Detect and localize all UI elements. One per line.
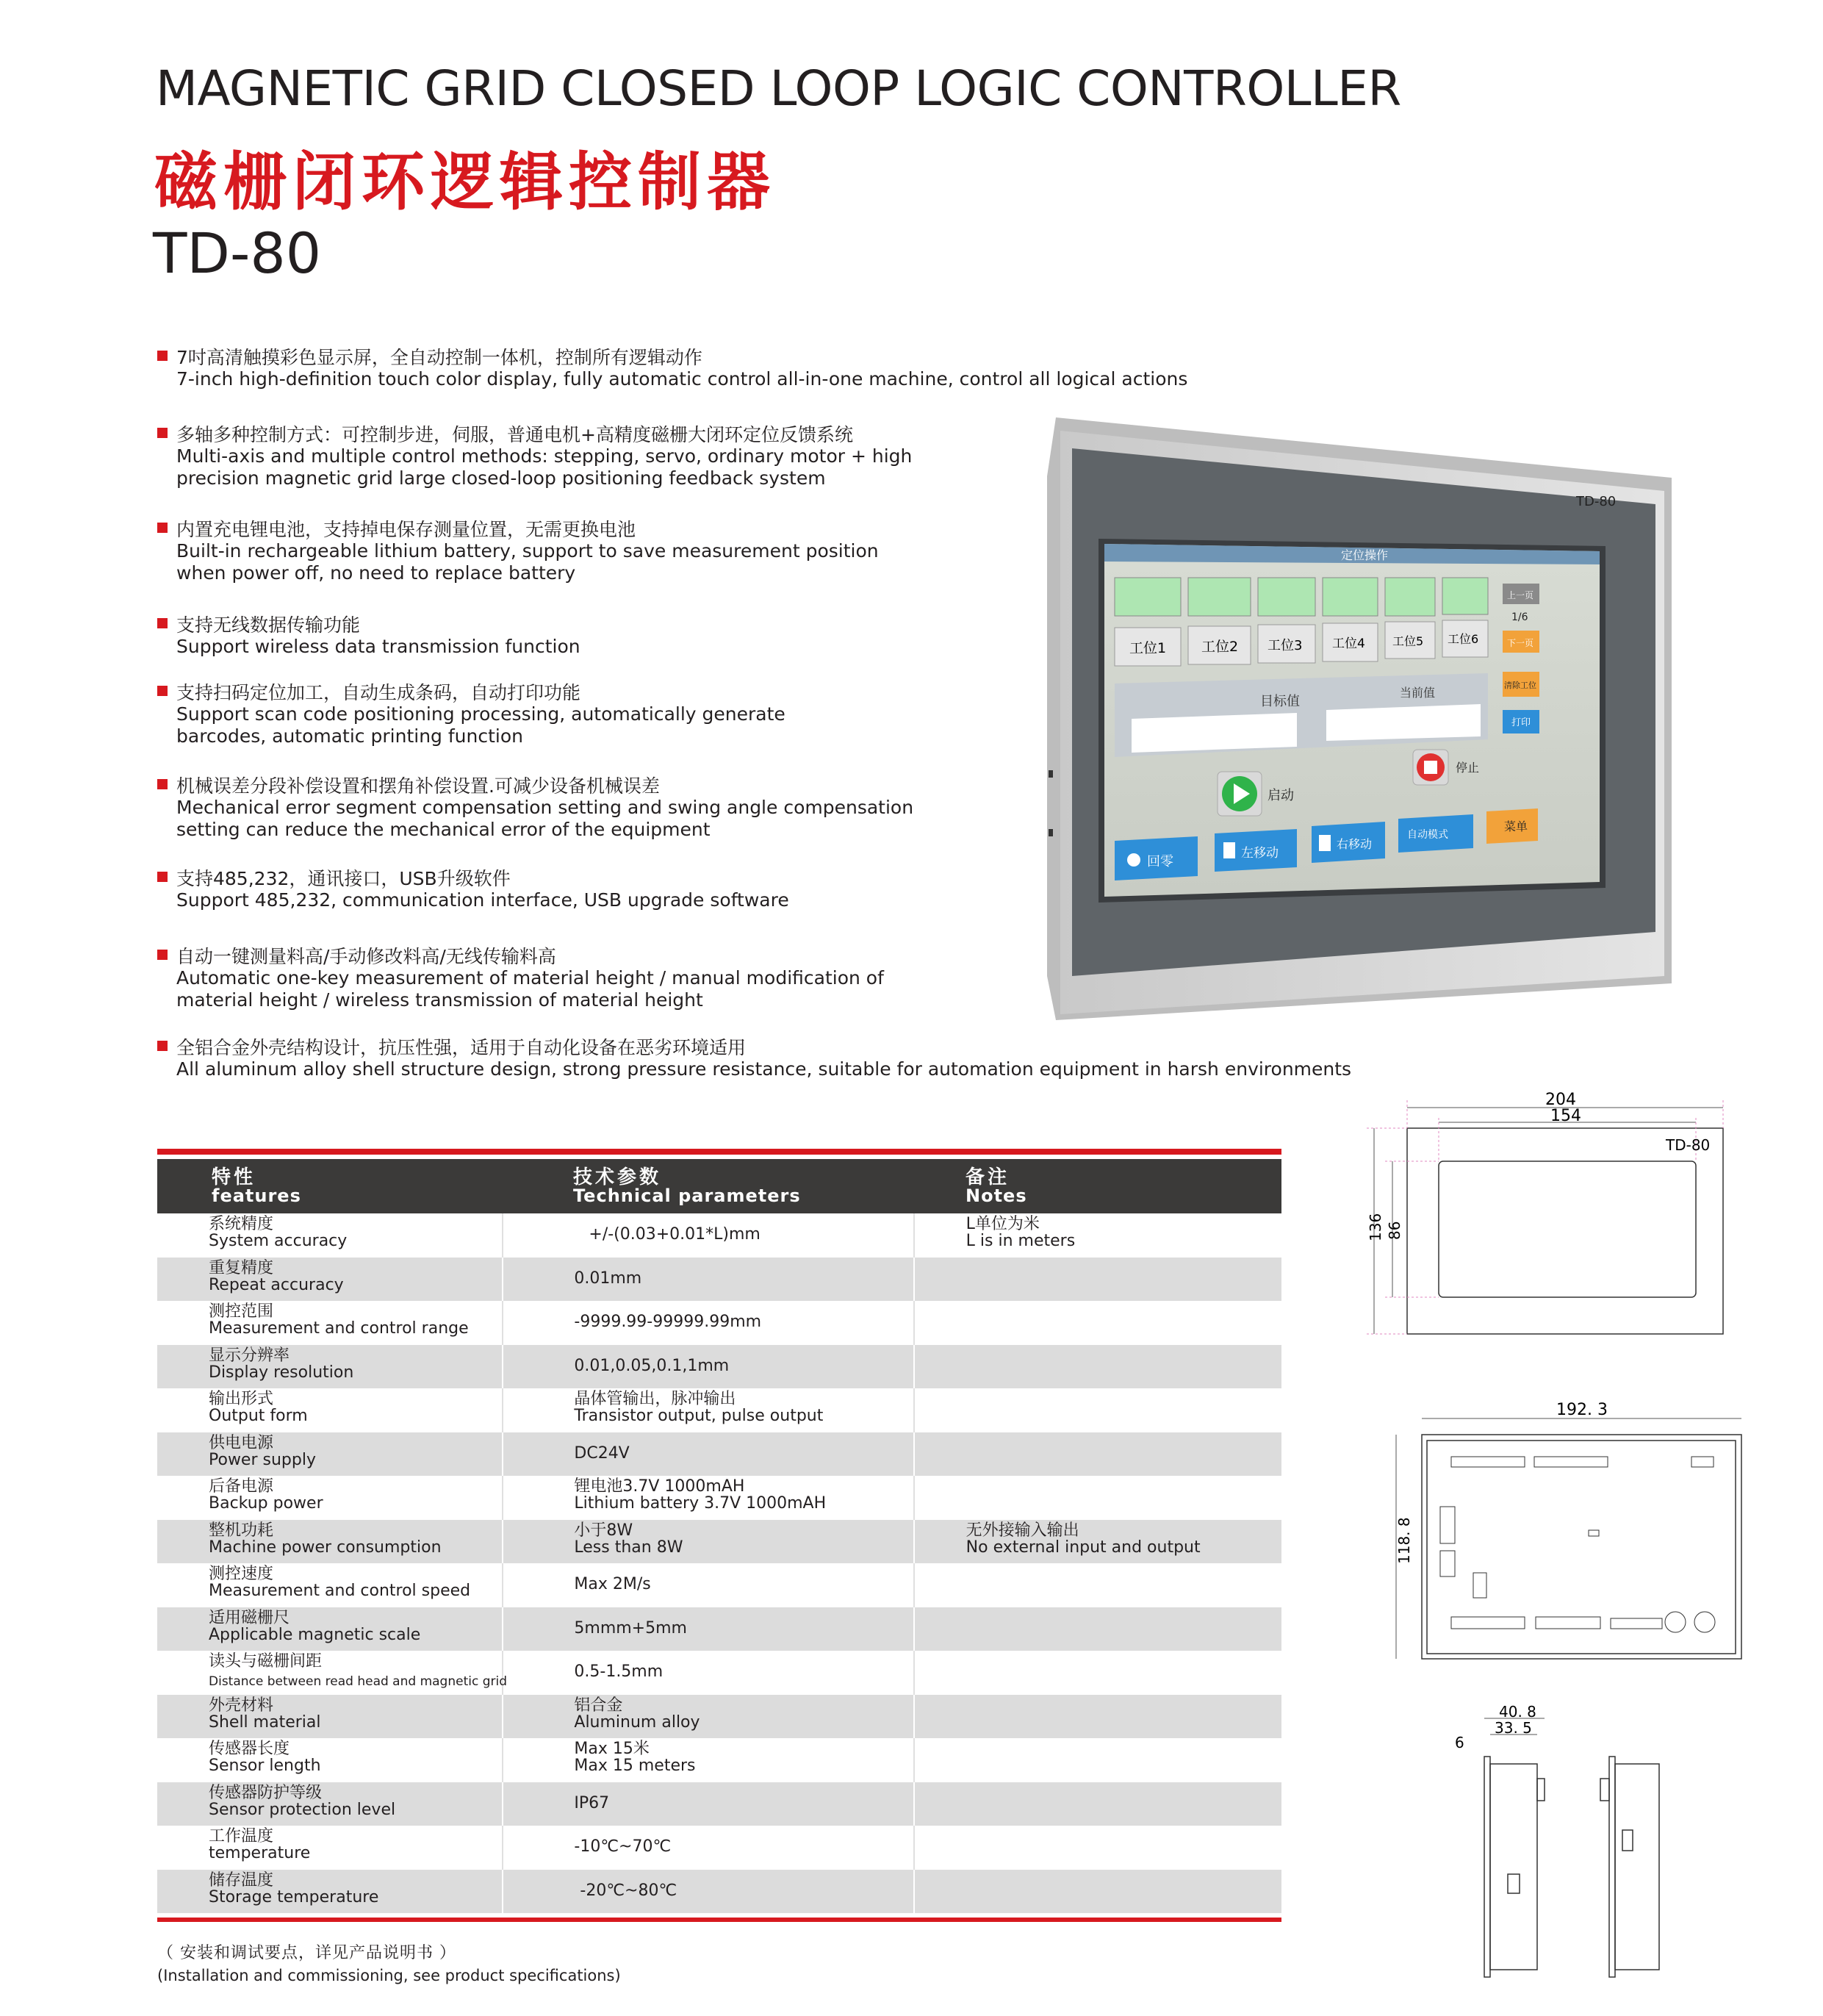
feature-cn: 支持无线数据传输功能 [176,614,361,636]
latch [1049,829,1053,836]
table-row [157,1738,1281,1782]
table-row [157,1782,1281,1826]
note-en: L is in meters [966,1232,1076,1250]
param-cn: 铝合金 [574,1696,623,1715]
header-features-cn: 特性 [212,1166,256,1188]
param-value: Max 2M/s [574,1575,651,1593]
feature-en: Support 485,232, communication interface, USB upgrade software [176,889,789,911]
front-screen-outline [1439,1161,1696,1297]
feature-en: Sensor length [209,1757,321,1775]
station-indicator [1188,578,1251,616]
feature-en: Display resolution [209,1363,354,1382]
dim-front-height-inner: 86 [1386,1221,1403,1240]
side-body-right [1615,1764,1659,1970]
feature-en: Repeat accuracy [209,1275,344,1294]
param-en: Lithium battery 3.7V 1000mAH [574,1494,827,1513]
table-row [157,1870,1281,1914]
feature-cn: 供电电源 [209,1433,274,1452]
feature-cn: 全铝合金外壳结构设计，抗压性强，适用于自动化设备在恶劣环境适用 [176,1037,747,1058]
feature-en: Distance between read head and magnetic grid [209,1674,508,1689]
feature-en: Measurement and control speed [209,1582,471,1600]
table-top-rule [157,1149,1281,1155]
home-icon [1127,853,1140,867]
header-notes [914,1159,1281,1213]
back-dimension-drawing [1381,1396,1749,1668]
skip-forward-icon [1319,835,1331,851]
feature-en: Measurement and control range [209,1319,469,1338]
table-row [157,1651,1281,1695]
feature-cn: 支持485,232，通讯接口，USB升级软件 [176,868,511,889]
auto-mode-button[interactable]: 自动模式 [1407,829,1448,841]
feature-en: System accuracy [209,1232,348,1250]
param-cn: 锂电池3.7V 1000mAH [574,1477,745,1496]
header-notes-cn: 备注 [966,1166,1010,1188]
station-button-5[interactable]: 工位5 [1392,634,1424,648]
feature-cn: 传感器防护等级 [209,1783,323,1802]
side-dimension-drawing [1455,1705,1675,1984]
param-value: 5mmm+5mm [574,1618,687,1637]
next-page-button[interactable]: 下一页 [1507,638,1534,648]
install-note-en: (Installation and commissioning, see product specifications) [157,1967,621,1984]
table-row [157,1258,1281,1302]
feature-cn: 工作温度 [209,1827,274,1845]
param-value: 0.01mm [574,1269,642,1288]
header-parameters-cn: 技术参数 [573,1166,662,1188]
station-button-1[interactable]: 工位1 [1129,640,1167,656]
spec-table [157,1149,1281,1922]
side-front-plate [1484,1757,1490,1977]
front-outline [1407,1128,1723,1334]
table-row [157,1476,1281,1520]
back-outline [1422,1435,1741,1659]
station-button-2[interactable]: 工位2 [1201,639,1239,655]
home-button[interactable]: 回零 [1147,854,1173,869]
header-features [157,1159,503,1213]
feature-en: Machine power consumption [209,1538,442,1557]
screen-title: 定位操作 [1341,548,1389,562]
feature-en: Power supply [209,1450,316,1469]
param-cn: 晶体管输出，脉冲输出 [574,1390,736,1408]
feature-cn: 输出形式 [209,1390,274,1408]
station-indicator [1442,578,1488,614]
param-en: Less than 8W [574,1538,683,1557]
target-value-label: 目标值 [1260,694,1300,709]
target-value-field[interactable] [1132,713,1297,753]
front-dimension-drawing [1363,1091,1738,1341]
header-parameters-en: Technical parameters [573,1185,801,1206]
bullet-square-icon [157,950,168,960]
page-indicator: 1/6 [1511,611,1528,623]
install-note-cn: （ 安装和调试要点，详见产品说明书 ） [157,1944,456,1962]
param-value: -10℃~70℃ [574,1837,672,1856]
front-label: TD-80 [1666,1136,1711,1154]
dim-side-depth-body: 33. 5 [1495,1719,1532,1737]
feature-en: Output form [209,1407,308,1425]
feature-en: Automatic one-key measurement of material height / manual modification of material height / wireless transmission of material height [176,967,884,1011]
feature-en: temperature [209,1844,311,1862]
move-right-button[interactable]: 右移动 [1337,837,1373,851]
param-cn: 小于8W [574,1521,633,1540]
feature-cn: 外壳材料 [209,1696,274,1715]
feature-cn: 系统精度 [209,1215,274,1233]
controller-device-image [1047,417,1672,1020]
dim-side-front: 6 [1455,1734,1464,1751]
table-row [157,1607,1281,1651]
station-button-6[interactable]: 工位6 [1448,632,1479,646]
dim-back-width: 192. 3 [1556,1401,1608,1419]
back-inner-outline [1427,1441,1736,1654]
station-indicators [1115,578,1488,616]
feature-cn: 7吋高清触摸彩色显示屏，全自动控制一体机，控制所有逻辑动作 [176,347,702,368]
feature-cn: 自动一键测量料高/手动修改料高/无线传输料高 [176,946,556,967]
skip-back-icon [1223,842,1235,858]
feature-en: Support wireless data transmission function [176,636,580,657]
station-indicator [1323,578,1378,616]
station-indicator [1115,578,1181,616]
table-bottom-rule [157,1918,1281,1922]
feature-cn: 机械误差分段补偿设置和摆角补偿设置.可减少设备机械误差 [176,775,660,797]
bullet-square-icon [157,523,168,533]
param-value: +/-(0.03+0.01*L)mm [589,1225,761,1244]
table-row [157,1345,1281,1389]
feature-cn: 内置充电锂电池，支持掉电保存测量位置，无需更换电池 [176,519,636,540]
feature-cn: 多轴多种控制方式：可控制步进，伺服，普通电机+高精度磁栅大闭环定位反馈系统 [176,424,853,445]
stop-button[interactable]: 停止 [1456,761,1480,775]
table-row [157,1388,1281,1432]
station-button-3[interactable]: 工位3 [1268,638,1303,653]
table-row [157,1563,1281,1607]
bullet-square-icon [157,779,168,789]
feature-cn: 读头与磁栅间距 [209,1652,323,1671]
table-row [157,1301,1281,1345]
feature-en: Multi-axis and multiple control methods: stepping, servo, ordinary motor + high precision magnetic grid large closed-loop positioning feedback system [176,445,913,489]
param-cn: Max 15米 [574,1740,650,1758]
note-cn: 无外接输入输出 [966,1521,1079,1540]
feature-cn: 显示分辨率 [209,1346,290,1365]
param-value: 0.01,0.05,0.1,1mm [574,1356,730,1375]
bullet-square-icon [157,351,168,361]
menu-button[interactable]: 菜单 [1504,819,1528,833]
feature-cn: 适用磁栅尺 [209,1608,290,1627]
feature-cn: 整机功耗 [209,1521,274,1540]
connectors [1440,1457,1715,1632]
title-chinese: 磁栅闭环逻辑控制器 [154,146,776,219]
table-row [157,1213,1281,1258]
param-en: Max 15 meters [574,1757,696,1775]
header-features-en: features [212,1185,301,1206]
header-notes-en: Notes [966,1185,1027,1206]
feature-cn: 支持扫码定位加工，自动生成条码，自动打印功能 [176,682,581,703]
dim-front-height-outer: 136 [1367,1213,1384,1241]
title-english: MAGNETIC GRID CLOSED LOOP LOGIC CONTROLLER [156,60,1401,117]
param-en: Aluminum alloy [574,1712,700,1732]
side-front-plate-right [1609,1757,1615,1977]
bullet-square-icon [157,618,168,628]
param-value: DC24V [574,1443,630,1463]
station-indicator [1385,578,1435,616]
feature-cn: 测控速度 [209,1565,274,1583]
table-row [157,1432,1281,1477]
feature-en: Shell material [209,1712,321,1732]
table-row [157,1520,1281,1564]
feature-en: Storage temperature [209,1887,379,1906]
device-label: TD-80 [1576,494,1617,509]
param-value: -20℃~80℃ [580,1881,677,1900]
feature-en: Support scan code positioning processing, automatically generate barcodes, automatic printing function [176,703,785,747]
bullet-square-icon [157,872,168,882]
bullet-square-icon [157,1041,168,1051]
latch [1049,770,1053,778]
feature-cn: 测控范围 [209,1302,274,1321]
feature-cn: 储存温度 [209,1870,274,1890]
table-row [157,1826,1281,1870]
feature-en: Sensor protection level [209,1800,396,1819]
feature-en: Applicable magnetic scale [209,1625,421,1644]
current-value-label: 当前值 [1400,686,1436,700]
header-parameters [503,1159,914,1213]
feature-en: Built-in rechargeable lithium battery, support to save measurement position when power off, no need to replace battery [176,540,879,584]
dim-front-width-inner: 154 [1550,1107,1581,1125]
param-value: -9999.99-99999.99mm [574,1313,762,1331]
print-button[interactable]: 打印 [1511,717,1531,728]
param-value: 0.5-1.5mm [574,1662,664,1681]
feature-en: All aluminum alloy shell structure design, strong pressure resistance, suitable for automation equipment in harsh environments [176,1058,1352,1080]
model-number: TD-80 [153,220,322,286]
note-cn: L单位为米 [966,1215,1040,1233]
bullet-square-icon [157,686,168,696]
side-body-left [1490,1764,1537,1970]
feature-en: Mechanical error segment compensation setting and swing angle compensation setting can reduce the mechanical error of the equipment [176,797,914,840]
table-row [157,1695,1281,1739]
dim-side-depth-total: 40. 8 [1499,1705,1536,1721]
move-left-button[interactable]: 左移动 [1241,846,1279,861]
station-button-4[interactable]: 工位4 [1332,636,1365,651]
start-button[interactable]: 启动 [1268,788,1294,803]
station-indicator [1258,578,1315,616]
stop-square-icon [1424,761,1437,774]
clear-station-button[interactable]: 清除工位 [1504,681,1536,690]
feature-cn: 传感器长度 [209,1740,290,1758]
dim-back-height: 118. 8 [1395,1517,1413,1564]
dim-front-width-outer: 204 [1545,1091,1576,1109]
prev-page-button[interactable]: 上一页 [1507,590,1534,600]
feature-en: 7-inch high-definition touch color display, fully automatic control all-in-one machine, control all logical actions [176,368,1188,390]
feature-en: Backup power [209,1494,323,1513]
feature-cn: 重复精度 [209,1258,274,1277]
table-header [157,1159,1281,1213]
feature-cn: 后备电源 [209,1477,274,1496]
param-value: IP67 [574,1793,610,1812]
current-value-field [1326,704,1481,741]
note-en: No external input and output [966,1538,1201,1557]
param-en: Transistor output, pulse output [574,1407,824,1425]
bullet-square-icon [157,428,168,438]
